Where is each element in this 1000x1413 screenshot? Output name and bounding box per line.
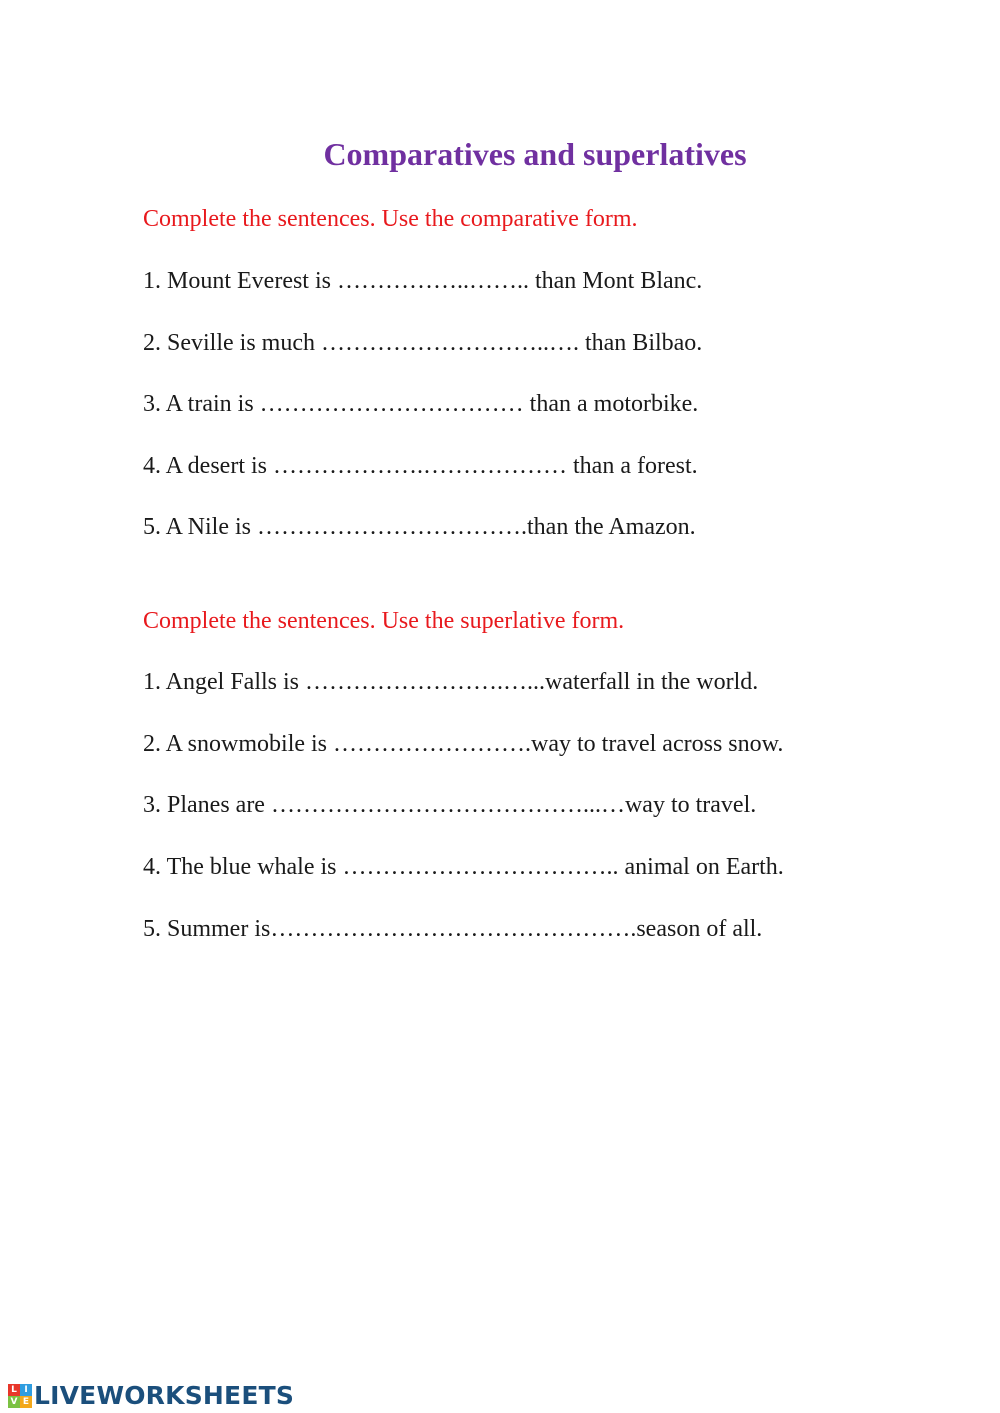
superlative-sentence-3: 3. Planes are …………………………………...…way to travel. bbox=[143, 792, 757, 818]
logo-mark-tile: V bbox=[8, 1396, 20, 1408]
superlative-sentence-1: 1. Angel Falls is …………………….…...waterfall in the world. bbox=[143, 669, 759, 695]
superlative-sentence-2: 2. A snowmobile is …………………….way to travel across snow. bbox=[143, 731, 784, 757]
comparative-sentence-1: 1. Mount Everest is ……………..…….. than Mont Blanc. bbox=[143, 268, 703, 294]
comparative-sentence-5: 5. A Nile is …………………………….than the Amazon. bbox=[143, 514, 696, 540]
logo-mark-tile: L bbox=[8, 1384, 20, 1396]
comparative-sentence-4: 4. A desert is ……………….……………… than a forest. bbox=[143, 453, 698, 479]
comparative-sentence-2: 2. Seville is much ………………………..…. than Bilbao. bbox=[143, 330, 703, 356]
liveworksheets-logo-text: LIVEWORKSHEETS bbox=[34, 1381, 295, 1410]
logo-mark-tile: I bbox=[20, 1384, 32, 1396]
superlative-sentence-4: 4. The blue whale is …………………………….. animal on Earth. bbox=[143, 854, 784, 880]
liveworksheets-logo-icon bbox=[8, 1384, 32, 1408]
superlative-instruction: Complete the sentences. Use the superlative form. bbox=[143, 608, 625, 634]
superlative-sentence-5: 5. Summer is……………………………………….season of all. bbox=[143, 916, 763, 942]
liveworksheets-logo bbox=[8, 1382, 294, 1410]
comparative-sentence-3: 3. A train is …………………………… than a motorbike. bbox=[143, 391, 699, 417]
logo-mark-tile: E bbox=[20, 1396, 32, 1408]
page-title: Comparatives and superlatives bbox=[323, 136, 747, 172]
comparative-instruction: Complete the sentences. Use the comparative form. bbox=[143, 206, 638, 232]
